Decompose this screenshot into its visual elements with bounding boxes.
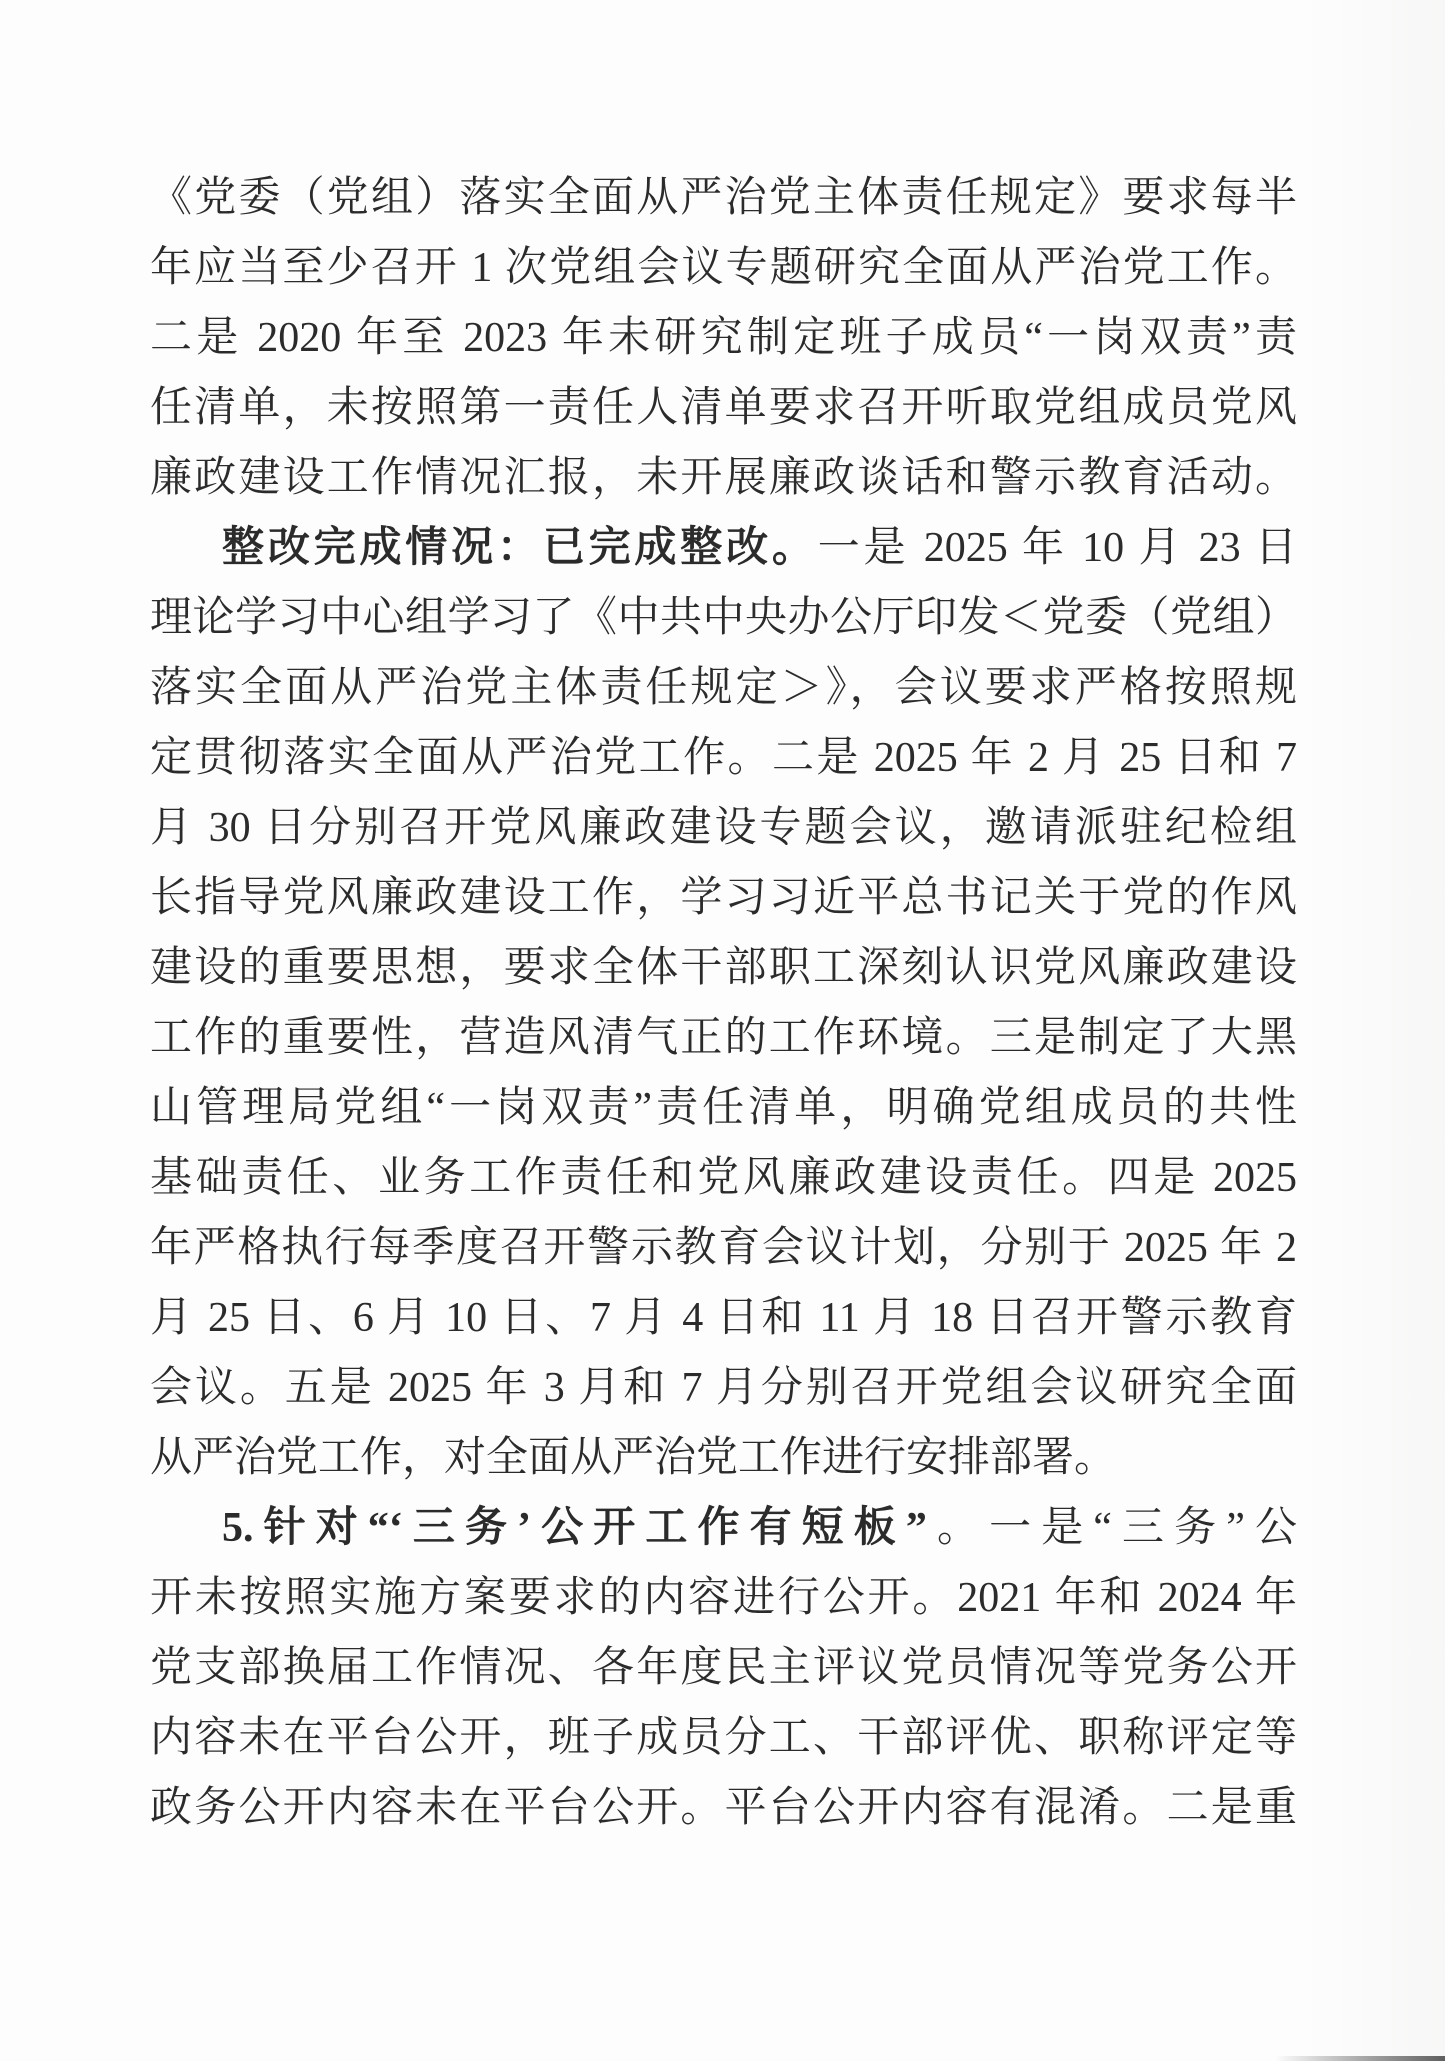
text-line [150,443,1297,513]
text-line [150,1563,1297,1633]
text-line [150,1423,1297,1493]
text-run: 开未按照实施方案要求的内容进行公开。2021 年和 2024 年 [150,1575,1297,1621]
text-run: 廉政建设工作情况汇报，未开展廉政谈话和警示教育活动。 [150,455,1297,501]
text-run: 党支部换届工作情况、各年度民主评议党员情况等党务公开 [150,1645,1297,1691]
scan-edge-shadow [1275,2056,1445,2061]
text-line [150,1213,1297,1283]
text-run: 年严格执行每季度召开警示教育会议计划，分别于 2025 年 2 [150,1225,1297,1271]
text-run: 《党委（党组）落实全面从严治党主体责任规定》要求每半 [150,175,1297,221]
text-run: 落实全面从严治党主体责任规定＞》，会议要求严格按照规 [150,665,1297,711]
text-run: 山管理局党组“一岗双责”责任清单，明确党组成员的共性 [150,1085,1297,1131]
paragraph [150,1493,1297,1843]
text-line [150,1703,1297,1773]
text-line [150,303,1297,373]
text-line [150,233,1297,303]
scan-noise-texture [1305,0,1445,2061]
text-run: 二是 2020 年至 2023 年未研究制定班子成员“一岗双责”责 [150,315,1297,361]
text-run: 。一是“三务”公 [926,1505,1297,1551]
text-run: 建设的重要思想，要求全体干部职工深刻认识党风廉政建设 [150,945,1297,991]
document-body [150,163,1297,1843]
text-line [150,163,1297,233]
text-run: 定贯彻落实全面从严治党工作。二是 2025 年 2 月 25 日和 7 [150,735,1297,781]
text-run: 年应当至少召开 1 次党组会议专题研究全面从严治党工作。 [150,245,1297,291]
text-line [150,513,1297,583]
text-run: 月 25 日、6 月 10 日、7 月 4 日和 11 月 18 日召开警示教育 [150,1295,1297,1341]
text-line [150,1073,1297,1143]
text-line [150,653,1297,723]
text-run: 月 30 日分别召开党风廉政建设专题会议，邀请派驻纪检组 [150,805,1297,851]
text-line [150,1773,1297,1843]
text-line [150,933,1297,1003]
text-line [150,1493,1297,1563]
bold-text-run: 整改完成情况：已完成整改。 [222,525,818,571]
text-line [150,793,1297,863]
text-line [150,1633,1297,1703]
text-line [150,373,1297,443]
text-line [150,1353,1297,1423]
text-line [150,1003,1297,1073]
text-run: 内容未在平台公开，班子成员分工、干部评优、职称评定等 [150,1715,1297,1761]
paragraph [150,513,1297,1493]
text-run: 一是 2025 年 10 月 23 日 [817,525,1297,571]
text-line [150,1143,1297,1213]
text-run: 任清单，未按照第一责任人清单要求召开听取党组成员党风 [150,385,1297,431]
text-line [150,863,1297,933]
text-line [150,583,1297,653]
text-run: 从严治党工作，对全面从严治党工作进行安排部署。 [150,1435,1117,1481]
paragraph [150,163,1297,513]
text-run: 长指导党风廉政建设工作，学习习近平总书记关于党的作风 [150,875,1297,921]
text-run: 政务公开内容未在平台公开。平台公开内容有混淆。二是重 [150,1785,1297,1831]
text-run: 理论学习中心组学习了《中共中央办公厅印发＜党委（党组） [150,595,1297,641]
text-run: 会议。五是 2025 年 3 月和 7 月分别召开党组会议研究全面 [150,1365,1297,1411]
text-run: 基础责任、业务工作责任和党风廉政建设责任。四是 2025 [150,1155,1297,1201]
text-run: 工作的重要性，营造风清气正的工作环境。三是制定了大黑 [150,1015,1297,1061]
text-line [150,723,1297,793]
text-line [150,1283,1297,1353]
bold-text-run: 5.针对“‘三务’公开工作有短板” [222,1505,927,1551]
